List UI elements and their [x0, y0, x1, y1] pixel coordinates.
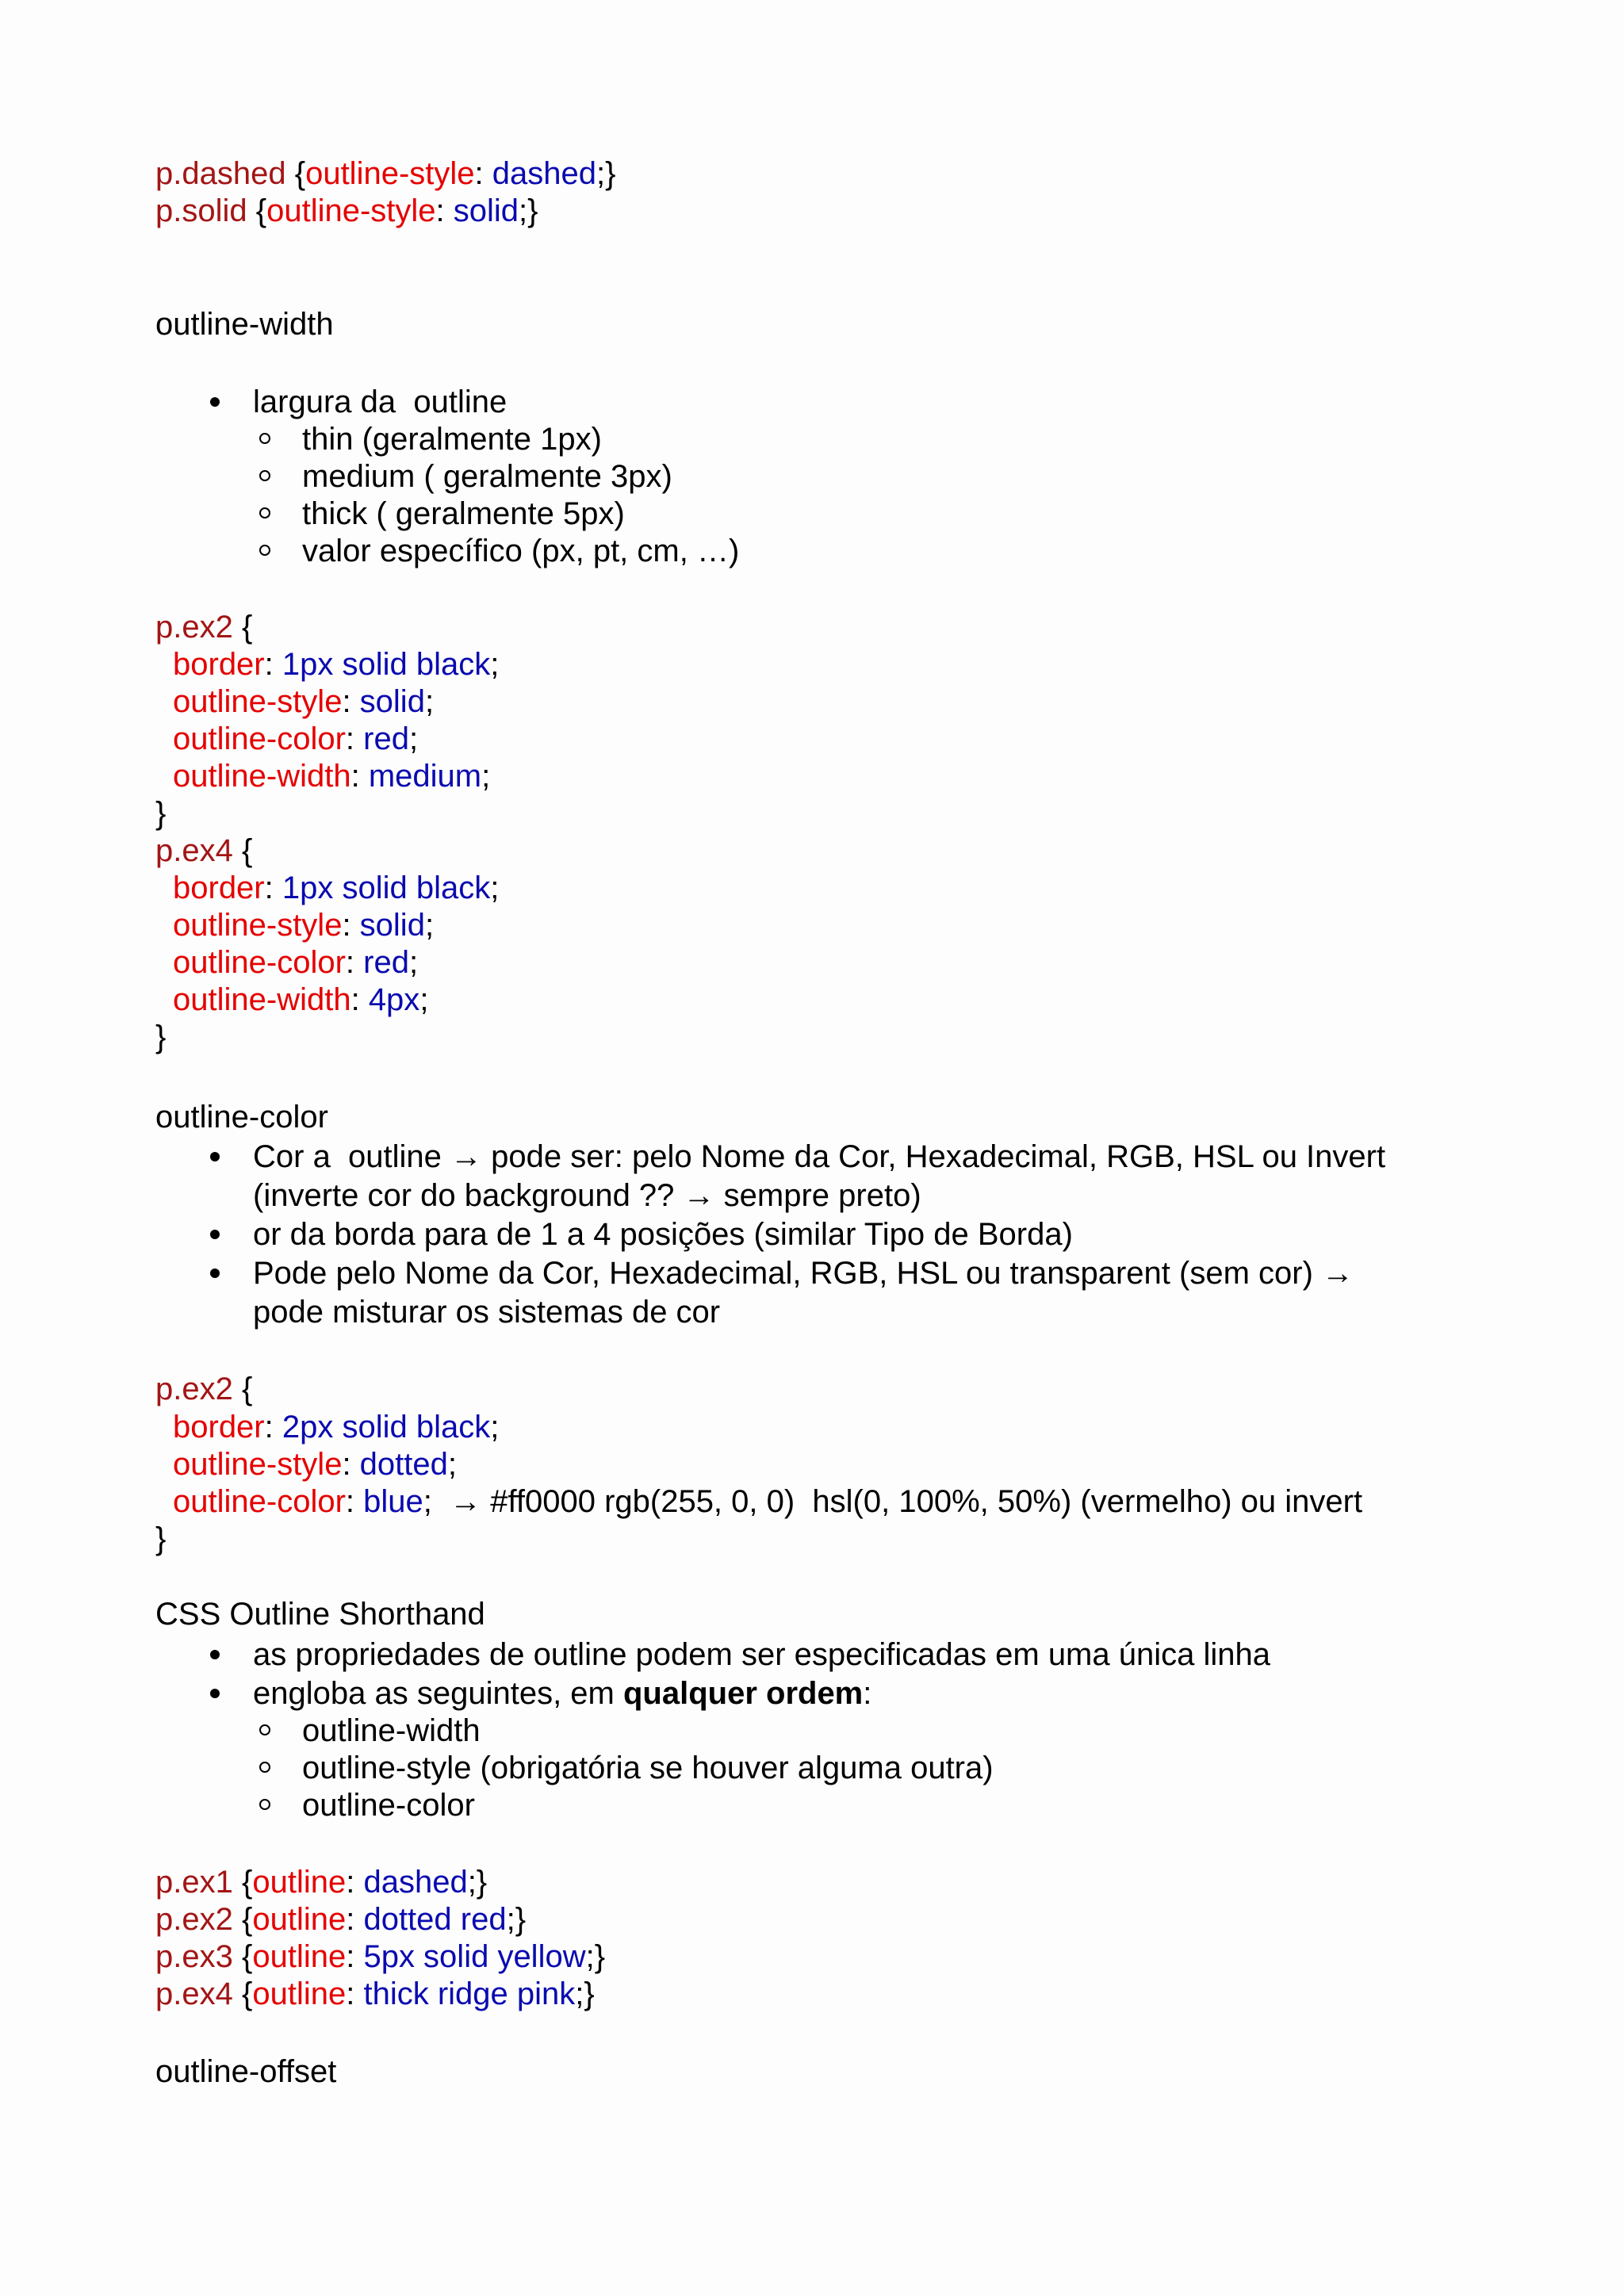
code-ex4-open: p.ex4 {	[155, 833, 253, 868]
bullet-borda: or da borda para de 1 a 4 posições (similar Tipo de Borda)	[253, 1217, 1073, 1252]
code-ex2b-close: }	[155, 1521, 167, 1556]
css-rule-dashed: p.dashed {outline-style: dashed;}	[155, 156, 616, 191]
bullet-pode-line2: pode misturar os sistemas de cor	[253, 1295, 721, 1330]
bullet-engloba: engloba as seguintes, em qualquer ordem:	[253, 1676, 872, 1711]
bullet-dot	[210, 1689, 220, 1698]
sub-bullet-circle	[259, 433, 270, 444]
sub-item-valor: valor específico (px, pt, cm, …)	[302, 534, 740, 568]
code-decl: outline-style: solid;	[173, 684, 435, 719]
code-decl: outline-width: medium;	[173, 759, 491, 794]
code-decl: outline-width: 4px;	[173, 982, 429, 1017]
code-decl: border: 1px solid black;	[173, 647, 500, 682]
bold-qualquer-ordem: qualquer ordem	[622, 1676, 864, 1711]
css-rule-ex4: p.ex4 {outline: thick ridge pink;}	[155, 1976, 595, 2011]
code-decl: outline-style: solid;	[173, 908, 435, 943]
heading-shorthand: CSS Outline Shorthand	[155, 1597, 485, 1632]
sub-bullet-circle	[259, 1762, 270, 1773]
css-rule-ex2: p.ex2 {outline: dotted red;}	[155, 1902, 527, 1937]
code-decl: outline-color: red;	[173, 721, 419, 756]
bullet-largura: largura da outline	[253, 385, 508, 419]
heading-outline-color: outline-color	[155, 1100, 328, 1135]
sub-bullet-circle	[259, 1799, 270, 1810]
bullet-propriedades: as propriedades de outline podem ser especificadas em uma única linha	[253, 1637, 1270, 1672]
sub-item-thick: thick ( geralmente 5px)	[302, 496, 625, 531]
sub-item-outline-width: outline-width	[302, 1713, 481, 1748]
sub-item-thin: thin (geralmente 1px)	[302, 422, 602, 457]
code-ex2b-open: p.ex2 {	[155, 1372, 253, 1406]
code-decl: border: 2px solid black;	[173, 1410, 500, 1445]
sub-item-medium: medium ( geralmente 3px)	[302, 459, 672, 494]
sub-bullet-circle	[259, 470, 270, 481]
sub-item-outline-color: outline-color	[302, 1788, 475, 1823]
css-rule-solid: p.solid {outline-style: solid;}	[155, 193, 538, 228]
code-decl: outline-color: blue; → #ff0000 rgb(255, 0, 0) hsl(0, 100%, 50%) (vermelho) ou invert	[173, 1484, 1363, 1519]
css-rule-ex1: p.ex1 {outline: dashed;}	[155, 1865, 488, 1900]
bullet-cor-line1: Cor a outline → pode ser: pelo Nome da Cor, Hexadecimal, RGB, HSL ou Invert	[253, 1139, 1386, 1174]
code-decl: border: 1px solid black;	[173, 871, 500, 905]
sub-bullet-circle	[259, 1724, 270, 1735]
heading-outline-offset: outline-offset	[155, 2054, 337, 2089]
code-decl: outline-color: red;	[173, 945, 419, 980]
code-ex2-open: p.ex2 {	[155, 610, 253, 645]
bullet-dot	[210, 1152, 220, 1161]
bullet-pode-line1: Pode pelo Nome da Cor, Hexadecimal, RGB, HSL ou transparent (sem cor) →	[253, 1256, 1354, 1291]
bullet-cor-line2: (inverte cor do background ?? → sempre preto)	[253, 1178, 921, 1213]
bullet-dot	[210, 397, 220, 407]
code-ex2-close: }	[155, 796, 167, 831]
sub-item-outline-style: outline-style (obrigatória se houver alguma outra)	[302, 1751, 994, 1785]
bullet-dot	[210, 1230, 220, 1239]
bullet-dot	[210, 1269, 220, 1278]
sub-bullet-circle	[259, 545, 270, 556]
code-decl: outline-style: dotted;	[173, 1447, 458, 1482]
code-ex4-close: }	[155, 1020, 167, 1054]
heading-outline-width: outline-width	[155, 307, 334, 342]
css-rule-ex3: p.ex3 {outline: 5px solid yellow;}	[155, 1939, 606, 1974]
code-note: → #ff0000 rgb(255, 0, 0) hsl(0, 100%, 50%) (vermelho) ou invert	[431, 1484, 1363, 1519]
bullet-dot	[210, 1650, 220, 1659]
sub-bullet-circle	[259, 507, 270, 519]
